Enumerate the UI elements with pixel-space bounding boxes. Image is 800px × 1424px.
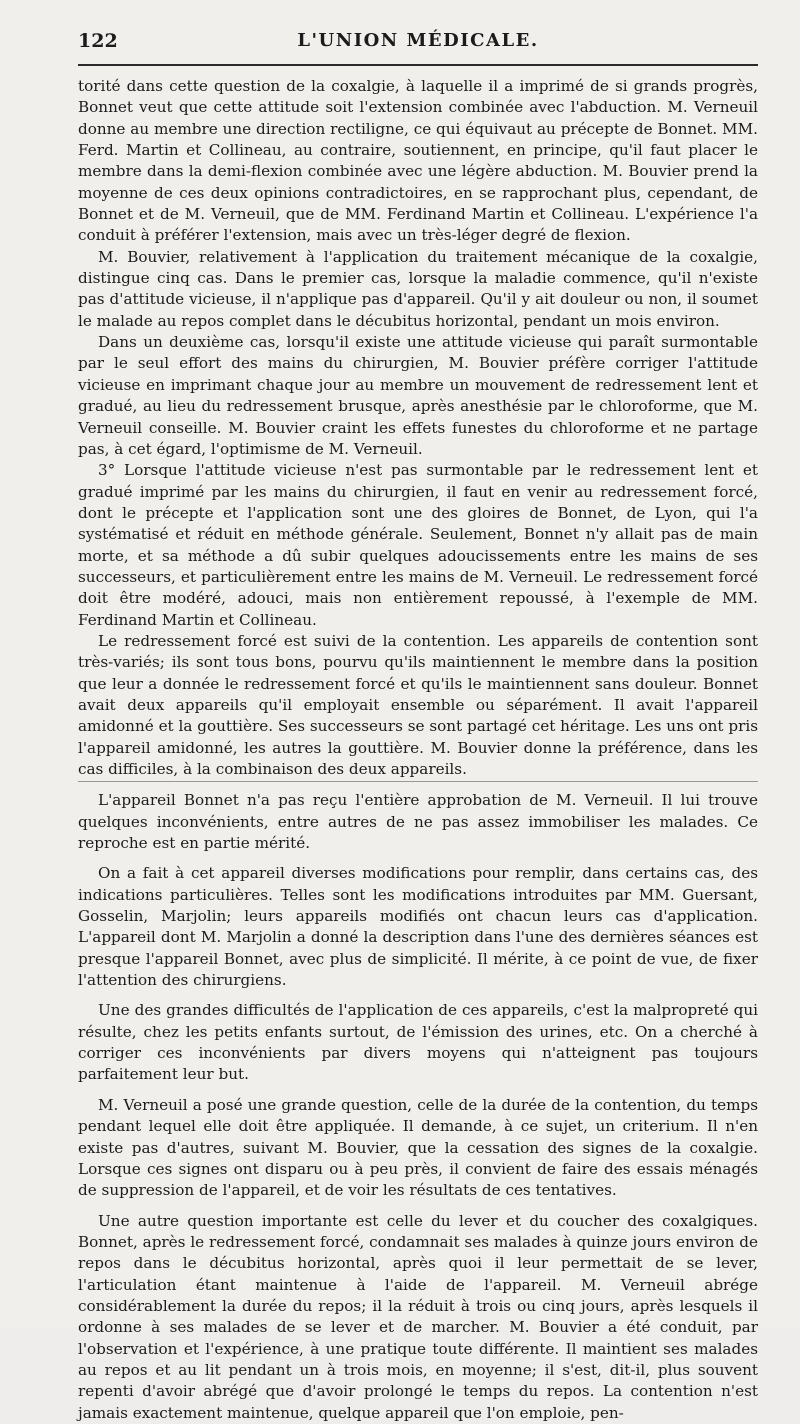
running-title: L'UNION MÉDICALE. — [297, 30, 539, 51]
paragraph-2: M. Bouvier, relativement à l'application du traitement mécanique de la coxalgie, distingue cinq cas. Dans le premier cas, lorsque la maladie commence, qu'il n'existe pas d'attitude vicieuse, il n'applique pas d'appareil. Qu'il y ait douleur ou non, il soumet le malade au repos complet dans le décubitus horizontal, pendant un mois environ. — [78, 247, 758, 330]
paragraph-3: Dans un deuxième cas, lorsqu'il existe une attitude vicieuse qui paraît surmontable par le seul effort des mains du chirurgien, M. Bouvier préfère corriger l'attitude vicieuse en imprimant chaque jour au membre un mouvement de redressement lent et gradué, au lieu du redressement brusque, après anesthésie par le chloroforme, que M. Verneuil conseille. M. Bouvier craint les effets funestes du chloroforme et ne partage pas, à cet égard, l'optimisme de M. Verneuil. — [78, 333, 758, 458]
paragraph-1: torité dans cette question de la coxalgie, à laquelle il a imprimé de si grands progrès, Bonnet veut que cette attitude soit l'extension combinée avec l'abduction. M. Verneuil donne au membre une direction rectiligne, ce qui équivaut au précepte de Bonnet. MM. Ferd. Martin et Collineau, au contraire, soutiennent, en principe, qu'il faut placer le membre dans la demi-flexion combinée avec une légère abduction. M. Bouvier prend la moyenne de ces deux opinions contradictoires, en se rapprochant plus, cependant, de Bonnet et de M. Verneuil, que de MM. Ferdinand Martin et Collineau. L'expérience l'a conduit à préférer l'extension, mais avec un très-léger degré de flexion. — [78, 77, 758, 245]
paragraph-5: Le redressement forcé est suivi de la contention. Les appareils de contention sont très-variés; ils sont tous bons, pourvu qu'ils maintiennent le membre dans la position que leur a donnée le redressement forcé et qu'ils le maintiennent sans douleur. Bonnet avait deux appareils qu'il employait ensemble ou séparément. Il avait l'appareil amidonné et la gouttière. Ses successeurs se sont partagé cet héritage. Les uns ont pris l'appareil amidonné, les autres la gouttière. M. Bouvier donne la préférence, dans les cas difficiles, à la combinaison des deux appareils. — [78, 631, 758, 778]
paragraph-4: 3° Lorsque l'attitude vicieuse n'est pas surmontable par le redressement lent et gradué imprimé par les mains du chirurgien, il faut en venir au redressement forcé, dont le précepte et l'application sont une des gloires de Bonnet, de Lyon, qui l'a systématisé et réduit en méthode générale. Seulement, Bonnet n'y allait pas de main morte, et sa méthode a dû subir quelques adoucissements entre les mains de ses successeurs, et particulièrement entre les mains de M. Verneuil. Le redressement forcé doit être modéré, adouci, mais non entièrement repoussé, à l'exemple de MM. Ferdinand Martin et Collineau. — [78, 461, 758, 629]
page-header — [78, 22, 758, 56]
paragraph-6: L'appareil Bonnet n'a pas reçu l'entière approbation de M. Verneuil. Il lui trouve quelques inconvénients, entre autres de ne pas assez immobiliser les malades. Ce reproche est en partie mérité. — [78, 791, 758, 853]
paragraph-9: M. Verneuil a posé une grande question, celle de la durée de la contention, du temps pendant lequel elle doit être appliquée. Il demande, à ce sujet, un criterium. Il n'en existe pas d'autres, suivant M. Bouvier, que la cessation des signes de la coxalgie. Lorsque ces signes ont disparu ou à peu près, il convient de faire des essais ménagés de suppression de l'appareil, et de voir les résultats de ces tentatives. — [78, 1095, 758, 1200]
article-body — [78, 76, 758, 1424]
section-divider — [78, 781, 758, 782]
paragraph-7: On a fait à cet appareil diverses modifications pour remplir, dans certains cas, des indications particulières. Telles sont les modifications introduites par MM. Guersant, Gosselin, Marjolin; leurs appareils modifiés ont chacun leurs cas d'application. L'appareil dont M. Marjolin a donné la description dans l'une des dernières séances est presque l'appareil Bonnet, avec plus de simplicité. Il mérite, à ce point de vue, de fixer l'attention des chirurgiens. — [78, 864, 758, 990]
page-number: 122 — [78, 30, 118, 52]
paragraph-10: Une autre question importante est celle du lever et du coucher des coxalgiques. Bonnet, après le redressement forcé, condamnait ses malades à quinze jours environ de repos dans le décubitus horizontal, après quoi il leur permettait de se lever, l'articulation étant maintenue à l'aide de l'appareil. M. Verneuil abrége considérablement la durée du repos; il la réduit à trois ou cinq jours, après lesquels il ordonne à ses malades de se lever et de marcher. M. Bouvier a été conduit, par l'observation et l'expérience, à une pratique toute différente. Il maintient ses malades au repos et au lit pendant un à trois mois, en moyenne; il s'est, dit-il, plus souvent repenti d'avoir abrégé que d'avoir prolongé le temps du repos. La contention n'est jamais exactement maintenue, quelque appareil que l'on emploie, pen- — [78, 1211, 758, 1422]
paragraph-8: Une des grandes difficultés de l'application de ces appareils, c'est la malpropreté qui résulte, chez les petits enfants surtout, de l'émission des urines, etc. On a cherché à corriger ces inconvénients par divers moyens qui n'atteignent pas toujours parfaitement leur but. — [78, 1001, 758, 1084]
header-rule — [78, 64, 758, 66]
